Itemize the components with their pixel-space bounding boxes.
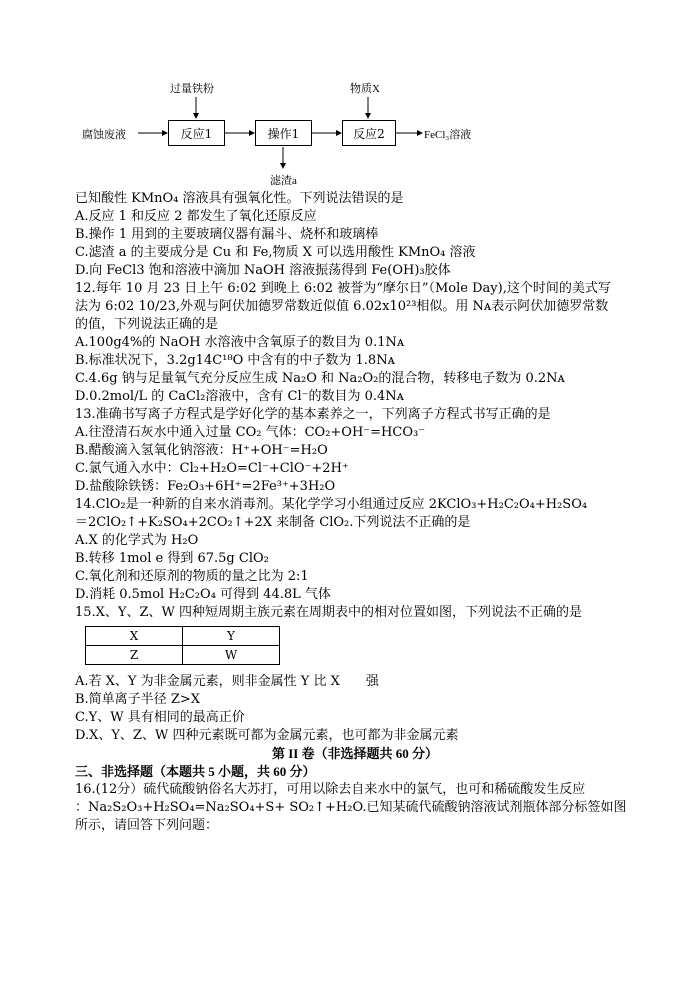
output-label: FeCl₃溶液 (424, 129, 472, 141)
text-line: D.消耗 0.5mol H₂C₂O₄ 可得到 44.8L 气体 (75, 587, 331, 602)
section-title: 第 II 卷（非选择题共 60 分） (271, 746, 439, 761)
periodic-table-grid (85, 626, 280, 665)
residue-label: 滤渣a (270, 175, 297, 187)
text-line: ＝2ClO₂↑+K₂SO₄+2CO₂↑+2X 来制备 ClO₂.下列说法不正确的是 (75, 515, 471, 530)
input-label: 腐蚀废液 (82, 129, 126, 141)
text-line: B.标准状况下，3.2g14C¹⁸O 中含有的中子数为 1.8Nᴀ (75, 353, 395, 368)
text-line: A.若 X、Y 为非金属元素，则非金属性 Y 比 X 强 (75, 674, 379, 689)
process-flowchart (0, 0, 695, 190)
reagent2-label: 物质X (350, 83, 380, 95)
text-line: 14.ClO₂是一种新的自来水消毒剂。某化学学习小组通过反应 2KClO₃+H₂C₂O₄+H₂SO₄ (75, 497, 588, 512)
text-line: C.氧化剂和还原剂的物质的量之比为 2:1 (75, 569, 309, 584)
text-line: C.滤渣 a 的主要成分是 Cu 和 Fe,物质 X 可以选用酸性 KMnO₄ 溶液 (75, 245, 476, 260)
element-cell: W (183, 646, 280, 665)
text-line: C.4.6g 钠与足量氧气充分反应生成 Na₂O 和 Na₂O₂的混合物，转移电子数为 0.2Nᴀ (75, 371, 565, 386)
text-line: B.转移 1mol e 得到 67.5g ClO₂ (75, 551, 269, 566)
reaction2-box: 反应2 (342, 120, 396, 146)
reagent1-label: 过量铁粉 (170, 83, 214, 95)
text-line: 12.每年 10 月 23 日上午 6:02 到晚上 6:02 被誉为“摩尔日”（Mole Day),这个时间的美式写 (75, 281, 611, 296)
text-line: 16.(12分）硫代硫酸钠俗名大苏打，可用以除去自来水中的氯气，也可和稀硫酸发生反应 (75, 782, 586, 797)
text-line: 13.准确书写离子方程式是学好化学的基本素养之一，下列离子方程式书写正确的是 (75, 407, 551, 422)
text-line: C.氯气通入水中：Cl₂+H₂O=Cl⁻+ClO⁻+2H⁺ (75, 461, 349, 476)
text-line: B.操作 1 用到的主要玻璃仪器有漏斗、烧杯和玻璃棒 (75, 227, 379, 242)
element-cell: Y (183, 627, 280, 646)
text-line: A.100g4%的 NaOH 水溶液中含氧原子的数目为 0.1Nᴀ (75, 335, 405, 350)
text-line: D.向 FeCl3 饱和溶液中滴加 NaOH 溶液振荡得到 Fe(OH)₃胶体 (75, 263, 451, 278)
reaction1-box: 反应1 (168, 120, 225, 146)
flowchart-arrows (0, 0, 695, 190)
text-line: D.0.2mol/L 的 CaCl₂溶液中，含有 Cl⁻的数目为 0.4Nᴀ (75, 389, 404, 404)
text-line: 所示，请回答下列问题： (75, 818, 219, 833)
text-line: A.往澄清石灰水中通入过量 CO₂ 气体：CO₂+OH⁻=HCO₃⁻ (75, 425, 426, 440)
section3-title: 三、非选择题（本题共 5 小题，共 60 分） (75, 764, 316, 779)
text-line: A.反应 1 和反应 2 都发生了氧化还原反应 (75, 209, 317, 224)
text-line: D.盐酸除铁锈：Fe₂O₃+6H⁺=2Fe³⁺+3H₂O (75, 479, 336, 494)
text-line: ：Na₂S₂O₃+H₂SO₄=Na₂SO₄+S+ SO₂↑+H₂O.已知某硫代硫酸钠溶液试剂瓶体部分标签如图 (75, 800, 627, 815)
text-line: A.X 的化学式为 H₂O (75, 533, 199, 548)
question-text (75, 190, 635, 835)
element-cell: X (86, 627, 183, 646)
text-line: D.X、Y、Z、W 四种元素既可都为金属元素，也可都为非金属元素 (75, 728, 459, 743)
text-line: B.简单离子半径 Z>X (75, 692, 200, 707)
text-line: 15.X、Y、Z、W 四种短周期主族元素在周期表中的相对位置如图，下列说法不正确的是 (75, 605, 583, 620)
text-line: 已知酸性 KMnO₄ 溶液具有强氧化性。下列说法错误的是 (75, 191, 404, 206)
element-cell: Z (86, 646, 183, 665)
text-line: 法为 6:02 10/23,外观与阿伏加德罗常数近似值 6.02x10²³相似。用 Nᴀ表示阿伏加德罗常数 (75, 299, 609, 314)
text-line: B.醋酸滴入氢氧化钠溶液：H⁺+OH⁻=H₂O (75, 443, 328, 458)
text-line: C.Y、W 具有相同的最高正价 (75, 710, 245, 725)
operation1-box: 操作1 (255, 120, 312, 146)
text-line: 的值，下列说法正确的是 (75, 317, 219, 332)
